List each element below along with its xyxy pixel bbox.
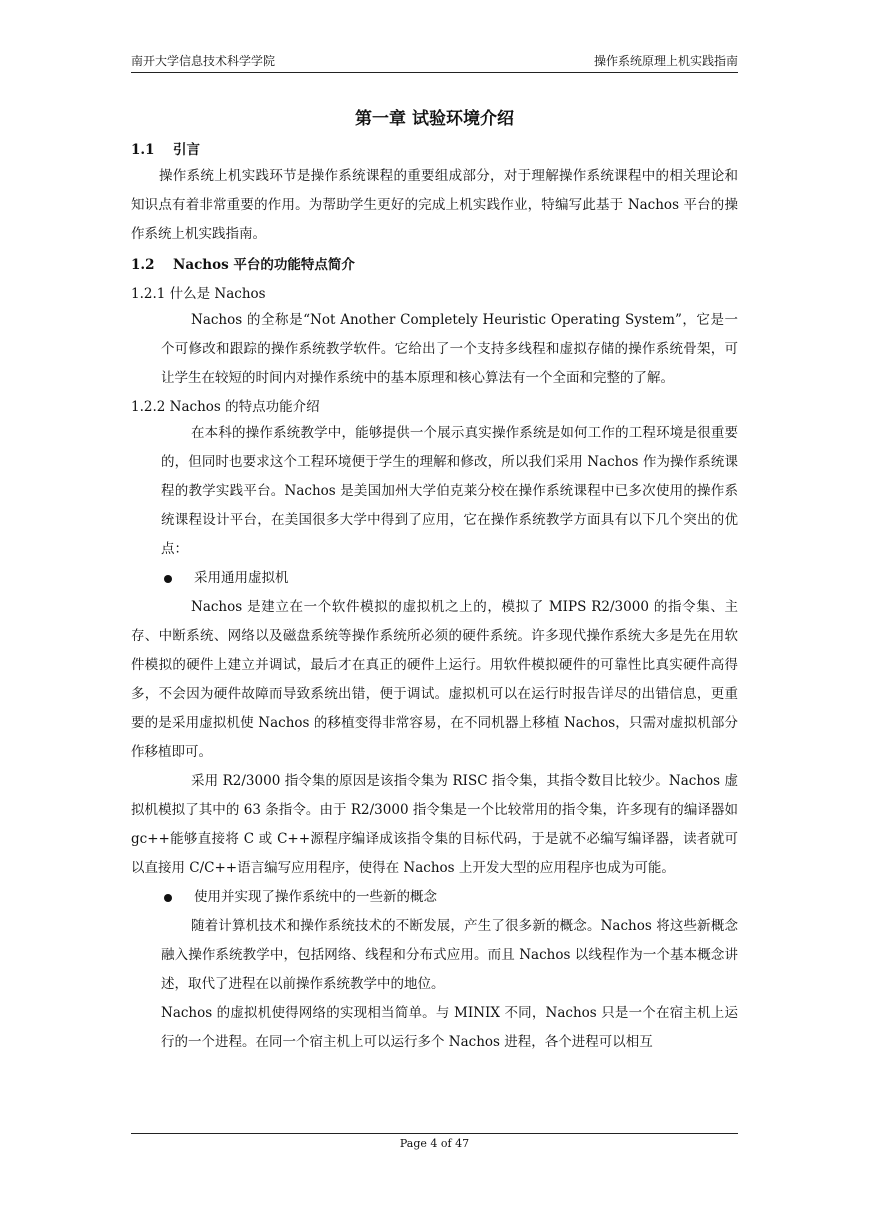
section-title: Nachos 平台的功能特点简介 — [173, 257, 355, 273]
bullet-dot-icon — [164, 894, 172, 902]
indented-block — [131, 306, 738, 393]
page-header — [131, 50, 738, 73]
section-title: 引言 — [173, 142, 200, 158]
paragraph-vm-1: Nachos 是建立在一个软件模拟的虚拟机之上的，模拟了 MIPS R2/3000 的指令集、主存、中断系统、网络以及磁盘系统等操作系统所必须的硬件系统。许多现代操作系统大多是先在用软件模拟的硬件上建立并调试，最后才在真正的硬件上运行。用软件模拟硬件的可靠性比真实硬件高得多，不会因为硬件故障而导致系统出错，便于调试。虚拟机可以在运行时报告详尽的出错信息，更重要的是采用虚拟机使 Nachos 的移植变得非常容易，在不同机器上移植 Nachos，只需对虚拟机部分作移植即可。 — [131, 599, 738, 760]
header-book-title: 操作系统原理上机实践指南 — [593, 54, 738, 68]
paragraph-concepts-1: 随着计算机技术和操作系统技术的不断发展，产生了很多新的概念。Nachos 将这些新概念融入操作系统教学中，包括网络、线程和分布式应用。而且 Nachos 以线程作为一个基本概念讲述，取代了进程在以前操作系统教学中的地位。 — [161, 918, 738, 992]
bullet-dot-icon — [164, 575, 172, 583]
section-heading-1-2 — [131, 253, 738, 277]
subsection-heading-1-2-2: 1.2.2 Nachos 的特点功能介绍 — [131, 399, 320, 415]
paragraph-vm-2: 采用 R2/3000 指令集的原因是该指令集为 RISC 指令集，其指令数目比较少。Nachos 虚拟机模拟了其中的 63 条指令。由于 R2/3000 指令集是一个比较常用的指令集，许多现有的编译器如 gc++能够直接将 C 或 C++源程序编译成该指令集的目标代码，于是就不必编写编译器，读者就可以直接用 C/C++语言编写应用程序，使得在 Nachos 上开发大型的应用程序也成为可能。 — [131, 773, 738, 876]
indented-block — [131, 593, 738, 883]
bullet-item-new-concepts — [131, 883, 738, 912]
indented-block — [131, 912, 738, 1057]
bullet-item-virtual-machine — [131, 564, 738, 593]
indented-block — [131, 419, 738, 564]
section-number: 1.2 — [131, 257, 155, 273]
chapter-title: 第一章 试验环境介绍 — [355, 109, 514, 129]
paragraph-what-is-nachos: Nachos 的全称是“Not Another Completely Heuristic Operating System”，它是一个可修改和跟踪的操作系统教学软件。它给出了一个支持多线程和虚拟存储的操作系统骨架，可让学生在较短的时间内对操作系统中的基本原理和核心算法有一个全面和完整的了解。 — [161, 312, 738, 386]
bullet-label: 采用通用虚拟机 — [194, 570, 289, 586]
subsection-heading-1-2-1: 1.2.1 什么是 Nachos — [131, 286, 266, 302]
header-institution: 南开大学信息技术科学学院 — [131, 54, 276, 68]
paragraph-intro: 操作系统上机实践环节是操作系统课程的重要组成部分，对于理解操作系统课程中的相关理论和知识点有着非常重要的作用。为帮助学生更好的完成上机实践作业，特编写此基于 Nachos 平台的操作系统上机实践指南。 — [131, 168, 738, 242]
paragraph-concepts-2: Nachos 的虚拟机使得网络的实现相当简单。与 MINIX 不同，Nachos 只是一个在宿主机上运行的一个进程。在同一个宿主机上可以运行多个 Nachos 进程，各个进程可以相互 — [161, 1005, 738, 1050]
section-heading-1-1 — [131, 138, 738, 162]
bullet-label: 使用并实现了操作系统中的一些新的概念 — [194, 889, 437, 905]
section-number: 1.1 — [131, 142, 155, 158]
page-body — [131, 106, 738, 1057]
page-number: Page 4 of 47 — [399, 1137, 470, 1150]
page-footer — [131, 1133, 738, 1153]
paragraph-features: 在本科的操作系统教学中，能够提供一个展示真实操作系统是如何工作的工程环境是很重要的，但同时也要求这个工程环境便于学生的理解和修改，所以我们采用 Nachos 作为操作系统课程的教学实践平台。Nachos 是美国加州大学伯克莱分校在操作系统课程中已多次使用的操作系统课程设计平台，在美国很多大学中得到了应用，它在操作系统教学方面具有以下几个突出的优点： — [161, 425, 738, 557]
